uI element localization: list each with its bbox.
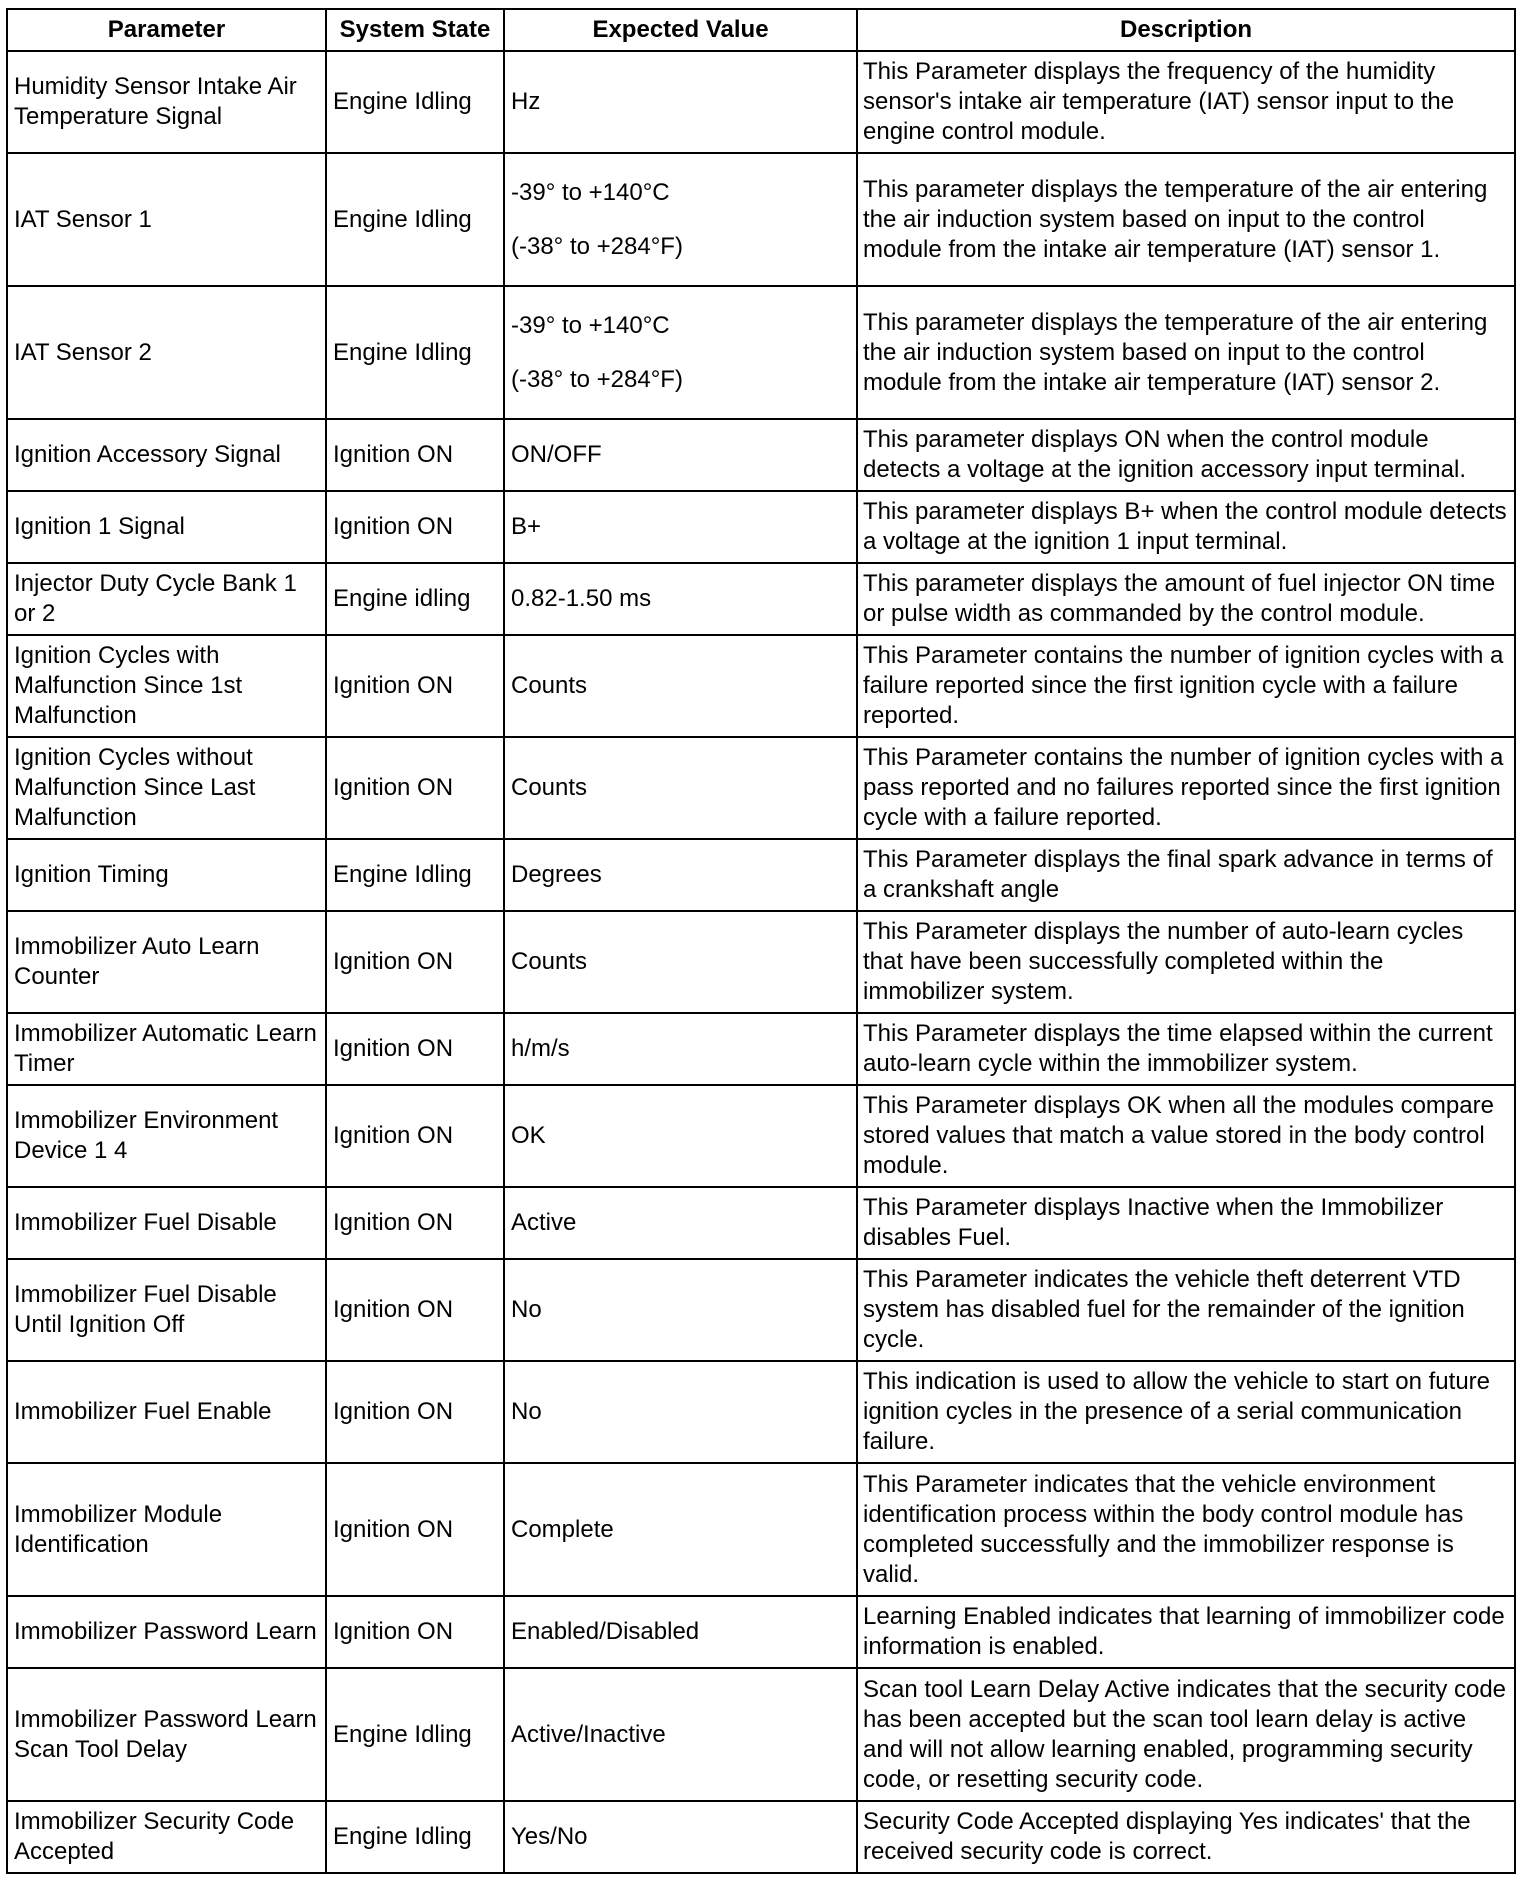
header-description: Description bbox=[857, 9, 1515, 51]
table-row bbox=[7, 153, 1515, 286]
description-cell: This Parameter displays the number of auto-learn cycles that have been successfully completed within the immobilizer system. bbox=[857, 911, 1515, 1013]
expected-value-line: (-38° to +284°F) bbox=[511, 365, 683, 393]
parameter-cell: Immobilizer Fuel Disable bbox=[7, 1187, 326, 1259]
system-state-cell: Engine idling bbox=[326, 563, 504, 635]
description-cell: This Parameter displays the time elapsed within the current auto-learn cycle within the immobilizer system. bbox=[857, 1013, 1515, 1085]
parameter-cell: IAT Sensor 2 bbox=[7, 286, 326, 419]
description-cell: Security Code Accepted displaying Yes indicates' that the received security code is correct. bbox=[857, 1801, 1515, 1873]
system-state-cell: Engine Idling bbox=[326, 1668, 504, 1801]
expected-value-cell bbox=[504, 1463, 857, 1596]
system-state-cell: Ignition ON bbox=[326, 1596, 504, 1668]
expected-value-line: Yes/No bbox=[511, 1823, 588, 1850]
table-row bbox=[7, 51, 1515, 153]
parameter-cell: Immobilizer Password Learn bbox=[7, 1596, 326, 1668]
expected-value-line: No bbox=[511, 1398, 542, 1425]
expected-value-cell bbox=[504, 1259, 857, 1361]
expected-value-line: Complete bbox=[511, 1515, 614, 1543]
system-state-cell: Ignition ON bbox=[326, 491, 504, 563]
expected-value-cell bbox=[504, 737, 857, 839]
expected-value-line: No bbox=[511, 1296, 542, 1323]
system-state-cell: Ignition ON bbox=[326, 1361, 504, 1463]
header-parameter: Parameter bbox=[7, 9, 326, 51]
description-cell: This parameter displays ON when the control module detects a voltage at the ignition accessory input terminal. bbox=[857, 419, 1515, 491]
parameter-cell: Immobilizer Security Code Accepted bbox=[7, 1801, 326, 1873]
parameter-cell: Ignition 1 Signal bbox=[7, 491, 326, 563]
table-row bbox=[7, 1013, 1515, 1085]
table-row bbox=[7, 1668, 1515, 1801]
table-row bbox=[7, 1085, 1515, 1187]
expected-value-line: OK bbox=[511, 1122, 546, 1149]
expected-value-line: 0.82-1.50 ms bbox=[511, 585, 652, 612]
expected-value-line: -39° to +140°C bbox=[511, 178, 670, 206]
parameter-cell: Humidity Sensor Intake Air Temperature Signal bbox=[7, 51, 326, 153]
description-cell: This Parameter contains the number of ignition cycles with a failure reported since the first ignition cycle with a failure reported. bbox=[857, 635, 1515, 737]
system-state-cell: Engine Idling bbox=[326, 286, 504, 419]
table-row bbox=[7, 563, 1515, 635]
table-row bbox=[7, 491, 1515, 563]
expected-value-line: Enabled/Disabled bbox=[511, 1618, 700, 1645]
expected-value-cell bbox=[504, 153, 857, 286]
parameter-table bbox=[6, 8, 1516, 1874]
description-cell: Scan tool Learn Delay Active indicates that the security code has been accepted but the scan tool learn delay is active and will not allow learning enabled, programming security code, or resetting security code. bbox=[857, 1668, 1515, 1801]
table-header-row bbox=[7, 9, 1515, 51]
table-row bbox=[7, 1463, 1515, 1596]
expected-value-cell bbox=[504, 1085, 857, 1187]
parameter-cell: Ignition Timing bbox=[7, 839, 326, 911]
expected-value-cell bbox=[504, 911, 857, 1013]
system-state-cell: Ignition ON bbox=[326, 1259, 504, 1361]
expected-value-line: Active bbox=[511, 1209, 577, 1236]
system-state-cell: Ignition ON bbox=[326, 419, 504, 491]
expected-value-cell bbox=[504, 491, 857, 563]
expected-value-line: Counts bbox=[511, 948, 588, 975]
description-cell: This Parameter indicates the vehicle theft deterrent VTD system has disabled fuel for the remainder of the ignition cycle. bbox=[857, 1259, 1515, 1361]
parameter-table-sheet bbox=[6, 8, 1514, 1874]
table-row bbox=[7, 1801, 1515, 1873]
description-cell: This Parameter indicates that the vehicle environment identification process within the body control module has completed successfully and the immobilizer response is valid. bbox=[857, 1463, 1515, 1596]
system-state-cell: Ignition ON bbox=[326, 1187, 504, 1259]
expected-value-line: (-38° to +284°F) bbox=[511, 232, 683, 260]
description-cell: This parameter displays the temperature of the air entering the air induction system based on input to the control module from the intake air temperature (IAT) sensor 2. bbox=[857, 286, 1515, 419]
parameter-cell: Ignition Cycles without Malfunction Since Last Malfunction bbox=[7, 737, 326, 839]
expected-value-cell bbox=[504, 635, 857, 737]
expected-value-cell bbox=[504, 1361, 857, 1463]
expected-value-cell bbox=[504, 1668, 857, 1801]
expected-value-cell bbox=[504, 839, 857, 911]
system-state-cell: Engine Idling bbox=[326, 839, 504, 911]
parameter-cell: Injector Duty Cycle Bank 1 or 2 bbox=[7, 563, 326, 635]
table-row bbox=[7, 1596, 1515, 1668]
expected-value-cell bbox=[504, 51, 857, 153]
table-row bbox=[7, 911, 1515, 1013]
table-row bbox=[7, 635, 1515, 737]
system-state-cell: Ignition ON bbox=[326, 1013, 504, 1085]
expected-value-line: Hz bbox=[511, 88, 541, 115]
system-state-cell: Engine Idling bbox=[326, 1801, 504, 1873]
expected-value-line: h/m/s bbox=[511, 1035, 570, 1062]
system-state-cell: Engine Idling bbox=[326, 51, 504, 153]
parameter-cell: Immobilizer Environment Device 1 4 bbox=[7, 1085, 326, 1187]
table-row bbox=[7, 286, 1515, 419]
system-state-cell: Ignition ON bbox=[326, 911, 504, 1013]
table-row bbox=[7, 1361, 1515, 1463]
expected-value-line: Counts bbox=[511, 774, 588, 801]
description-cell: This Parameter displays the frequency of the humidity sensor's intake air temperature (IAT) sensor input to the engine control module. bbox=[857, 51, 1515, 153]
table-row bbox=[7, 419, 1515, 491]
parameter-cell: Ignition Cycles with Malfunction Since 1st Malfunction bbox=[7, 635, 326, 737]
expected-value-cell bbox=[504, 563, 857, 635]
system-state-cell: Ignition ON bbox=[326, 737, 504, 839]
expected-value-line: ON/OFF bbox=[511, 441, 602, 468]
system-state-cell: Ignition ON bbox=[326, 1085, 504, 1187]
description-cell: This indication is used to allow the vehicle to start on future ignition cycles in the presence of a serial communication failure. bbox=[857, 1361, 1515, 1463]
expected-value-cell bbox=[504, 1596, 857, 1668]
table-row bbox=[7, 737, 1515, 839]
expected-value-line: Degrees bbox=[511, 861, 602, 888]
parameter-cell: Immobilizer Fuel Disable Until Ignition Off bbox=[7, 1259, 326, 1361]
table-row bbox=[7, 839, 1515, 911]
expected-value-cell bbox=[504, 1801, 857, 1873]
system-state-cell: Ignition ON bbox=[326, 1463, 504, 1596]
expected-value-line: Active/Inactive bbox=[511, 1720, 666, 1748]
table-row bbox=[7, 1259, 1515, 1361]
expected-value-line: -39° to +140°C bbox=[511, 311, 670, 339]
header-system-state: System State bbox=[326, 9, 504, 51]
description-cell: This parameter displays the temperature of the air entering the air induction system based on input to the control module from the intake air temperature (IAT) sensor 1. bbox=[857, 153, 1515, 286]
parameter-cell: Immobilizer Fuel Enable bbox=[7, 1361, 326, 1463]
description-cell: This Parameter contains the number of ignition cycles with a pass reported and no failures reported since the first ignition cycle with a failure reported. bbox=[857, 737, 1515, 839]
description-cell: This Parameter displays Inactive when the Immobilizer disables Fuel. bbox=[857, 1187, 1515, 1259]
parameter-cell: IAT Sensor 1 bbox=[7, 153, 326, 286]
description-cell: This Parameter displays OK when all the modules compare stored values that match a value stored in the body control module. bbox=[857, 1085, 1515, 1187]
description-cell: This Parameter displays the final spark advance in terms of a crankshaft angle bbox=[857, 839, 1515, 911]
parameter-cell: Immobilizer Automatic Learn Timer bbox=[7, 1013, 326, 1085]
parameter-cell: Immobilizer Auto Learn Counter bbox=[7, 911, 326, 1013]
description-cell: Learning Enabled indicates that learning of immobilizer code information is enabled. bbox=[857, 1596, 1515, 1668]
system-state-cell: Ignition ON bbox=[326, 635, 504, 737]
parameter-cell: Ignition Accessory Signal bbox=[7, 419, 326, 491]
description-cell: This parameter displays the amount of fuel injector ON time or pulse width as commanded by the control module. bbox=[857, 563, 1515, 635]
system-state-cell: Engine Idling bbox=[326, 153, 504, 286]
parameter-cell: Immobilizer Module Identification bbox=[7, 1463, 326, 1596]
expected-value-cell bbox=[504, 1187, 857, 1259]
expected-value-cell bbox=[504, 419, 857, 491]
table-row bbox=[7, 1187, 1515, 1259]
expected-value-line: B+ bbox=[511, 513, 542, 540]
expected-value-cell bbox=[504, 1013, 857, 1085]
expected-value-cell bbox=[504, 286, 857, 419]
expected-value-line: Counts bbox=[511, 672, 588, 699]
header-expected-value: Expected Value bbox=[504, 9, 857, 51]
description-cell: This parameter displays B+ when the control module detects a voltage at the ignition 1 input terminal. bbox=[857, 491, 1515, 563]
parameter-cell: Immobilizer Password Learn Scan Tool Delay bbox=[7, 1668, 326, 1801]
